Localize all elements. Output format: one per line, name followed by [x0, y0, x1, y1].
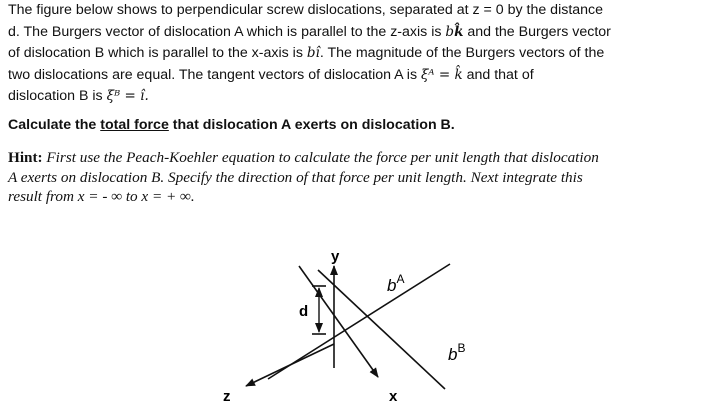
- separation-d-label: d: [299, 303, 309, 320]
- total-force-emphasis: total force: [100, 117, 169, 133]
- task-question: Calculate the total force that dislocation A exerts on dislocation B.: [8, 117, 455, 133]
- hint-line-3: result from x = - ∞ to x = + ∞.: [8, 188, 195, 205]
- burgers-b-label: $b^B$: [448, 341, 466, 364]
- hint-label: Hint:: [8, 149, 43, 166]
- hint-line-2: A exerts on dislocation B. Specify the direction of that force per unit length. Next integrate this: [8, 168, 583, 186]
- hint-line-1: Hint: First use the Peach-Koehler equation to calculate the force per unit length that dislocation: [8, 149, 599, 166]
- problem-line-4: two dislocations are equal. The tangent vectors of dislocation A is ξᴬ = k̂ and that of: [8, 66, 534, 83]
- burgers-a-label: $b^A$: [387, 272, 405, 295]
- problem-line-3: of dislocation B which is parallel to the x-axis is bî. The magnitude of the Burgers vectors of the: [8, 45, 605, 61]
- x-axis-label: x: [389, 388, 398, 405]
- problem-line-5: dislocation B is ξᴮ = î.: [8, 88, 149, 104]
- z-axis-label: z: [223, 388, 231, 405]
- problem-line-2: d. The Burgers vector of dislocation A which is parallel to the z-axis is bk̂ and the Burgers vector: [8, 23, 611, 40]
- dislocation-b-line: [318, 270, 445, 389]
- y-axis-label: y: [331, 248, 340, 265]
- problem-line-1: The figure below shows to perpendicular screw dislocations, separated at z = 0 by the distance: [8, 2, 604, 18]
- x-axis: [299, 266, 378, 377]
- dislocation-a-line: [268, 264, 450, 379]
